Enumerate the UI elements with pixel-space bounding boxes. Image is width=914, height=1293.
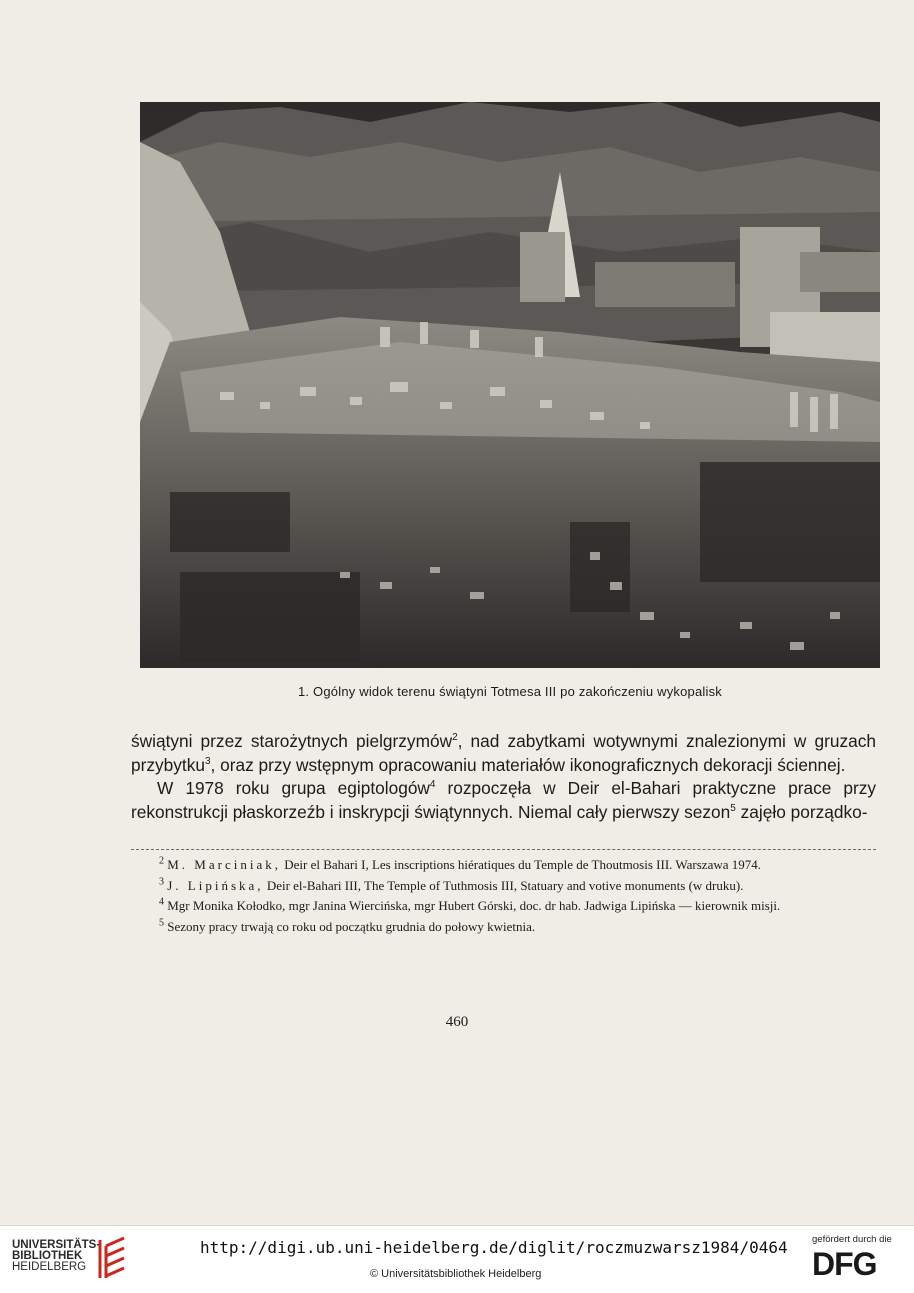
library-name	[12, 1240, 100, 1273]
footnote-ref-4: 4	[429, 779, 436, 791]
footnote-number: 5	[159, 917, 164, 929]
body-text	[131, 730, 876, 824]
paragraph-1-text: , nad zabytkami wotywnymi znalezionymi w gruzach przybytku	[131, 731, 876, 775]
footnote-4	[131, 897, 876, 915]
digitization-footer	[0, 1225, 914, 1293]
footnote-ref-5: 5	[730, 802, 736, 814]
footnote-divider	[131, 849, 876, 850]
footnote-3	[131, 877, 876, 895]
library-name-line: UNIVERSITÄTS-	[12, 1239, 101, 1251]
library-mark-icon	[94, 1236, 130, 1282]
library-name-line: HEIDELBERG	[12, 1261, 87, 1273]
footnote-2	[131, 856, 876, 874]
funding-label: gefördert durch die	[812, 1234, 892, 1245]
paragraph-1-text: świątyni przez starożytnych pielgrzymów	[131, 731, 453, 751]
library-logo[interactable]	[12, 1240, 132, 1284]
footnote-ref-3: 3	[204, 755, 211, 767]
paragraph-2-text: rozpoczęła w Deir el-Bahari praktyczne prace przy rekonstrukcji płaskorzeźb i inskrypcji świątynnych. Niemal cały pierwszy sezon	[131, 778, 876, 822]
footnote-author: M. Marciniak,	[167, 857, 281, 872]
paragraph-2-text: zajęło porządko-	[735, 801, 868, 822]
footnote-text: Mgr Monika Kołodko, mgr Janina Wiercińska, mgr Hubert Górski, doc. dr hab. Jadwiga Lipińska — kierownik misji.	[164, 898, 781, 913]
footnote-text: Deir el Bahari I, Les inscriptions hiératiques du Temple de Thoutmosis III. Warszawa 1974.	[280, 857, 761, 872]
footnote-number: 4	[159, 896, 164, 908]
page-number: 460	[445, 1014, 469, 1030]
copyright-notice: © Universitätsbibliothek Heidelberg	[370, 1268, 542, 1280]
excavation-photograph	[140, 102, 880, 668]
library-name-line: BIBLIOTHEK	[12, 1250, 83, 1262]
footnote-text: Deir el-Bahari III, The Temple of Tuthmosis III, Statuary and votive monuments (w druku).	[263, 877, 744, 893]
dfg-logo: DFG	[812, 1246, 877, 1282]
footnotes	[131, 856, 876, 938]
paragraph-2-text: W 1978 roku grupa egiptologów	[157, 778, 430, 798]
footnote-5	[131, 918, 876, 936]
paragraph-1-text: , oraz przy wstępnym opracowaniu materiałów ikonograficznych dekoracji ściennej.	[210, 754, 846, 775]
footnote-number: 2	[159, 855, 164, 867]
footnote-ref-2: 2	[452, 732, 458, 744]
figure-caption: 1. Ogólny widok terenu świątyni Totmesa III po zakończeniu wykopalisk	[298, 684, 722, 699]
paragraph-1	[131, 730, 876, 777]
permalink-url[interactable]: http://digi.ub.uni-heidelberg.de/diglit/roczmuzwarsz1984/0464	[200, 1238, 788, 1257]
temple-site-photo-illustration	[140, 102, 880, 668]
footnote-number: 3	[159, 876, 164, 888]
paragraph-2	[131, 777, 876, 824]
funding-badge[interactable]	[812, 1234, 904, 1286]
footnote-author: J. Lipińska,	[167, 877, 264, 893]
footnote-text: Sezony pracy trwają co roku od początku grudnia do połowy kwietnia.	[164, 918, 536, 934]
